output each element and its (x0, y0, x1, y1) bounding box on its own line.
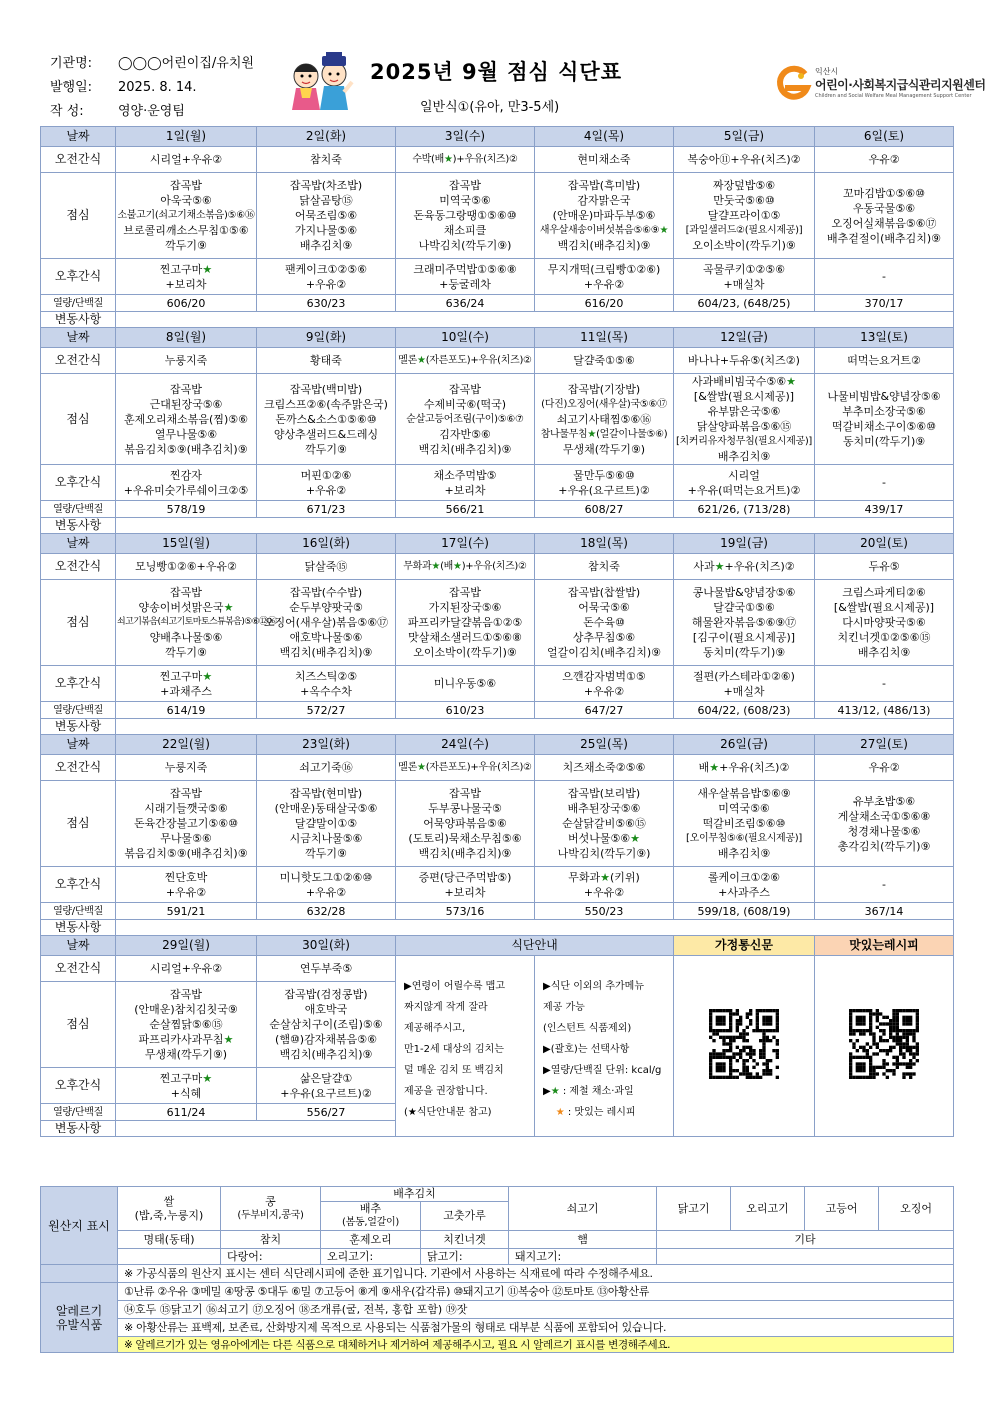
am-snack-cell: 우유② (815, 755, 954, 781)
day-header: 26일(금) (674, 735, 815, 755)
day-header: 13일(토) (815, 328, 954, 348)
date-value: 2025. 8. 14. (118, 80, 197, 95)
changes-label: 변동사항 (41, 1121, 116, 1137)
lunch-label: 점심 (41, 374, 116, 465)
lunch-cell: 잡곡밥(검정콩밥) 애호박국 순살삼치구이(조림)⑤⑥ (햄⑩)감자채볶음⑤⑥ 백김치(배추김치)⑨ (257, 982, 396, 1068)
day-header: 3일(수) (396, 127, 535, 147)
origin-beef: 쇠고기 (509, 1187, 657, 1231)
logo-icon (775, 64, 813, 102)
pm-snack-cell: 무화과★(키위) +우유② (535, 867, 674, 903)
am-snack-cell: 참치죽 (257, 147, 396, 173)
lunch-label: 점심 (41, 580, 116, 666)
pm-snack-cell: 절편(카스테라①②⑥) +매실차 (674, 666, 815, 702)
kcal-cell: 610/23 (396, 702, 535, 719)
lunch-cell: 크림스파게티②⑥ [&쌀밥(필요시제공)] 다시마양팟국⑤⑥ 치킨너겟①②⑤⑥⑮ 배추김치⑨ (815, 580, 954, 666)
lunch-cell: 잡곡밥(보리밥) 배추된장국⑤⑥ 순살닭갈비⑤⑥⑮ 버섯나물⑤⑥★ 나박김치(깍두기⑨) (535, 781, 674, 867)
mascot-icon (288, 52, 354, 114)
origin-nugget: 치킨너겟 (421, 1231, 509, 1249)
am-snack-cell: 누룽지죽 (116, 755, 257, 781)
pm-snack-cell: - (815, 867, 954, 903)
am-snack-cell: 연두부죽⑤ (257, 956, 396, 982)
pm-snack-cell: 미니우동⑤⑥ (396, 666, 535, 702)
day-header: 17일(수) (396, 534, 535, 554)
kcal-cell: 439/17 (815, 501, 954, 518)
changes-label: 변동사항 (41, 312, 116, 328)
am-snack-cell: 닭살죽⑮ (257, 554, 396, 580)
origin-note: ※ 가공식품의 원산지 표시는 센터 식단레시피에 준한 표기입니다. 기관에서 사용하는 식재료에 따라 수정해주세요. (118, 1265, 954, 1283)
lunch-cell: 잡곡밥 양송이버섯맑은국★ 쇠고기볶음(쇠고기토마토스튜볶음)⑤⑥⑫⑯ 양배추나물⑤⑥ 깍두기⑨ (116, 580, 257, 666)
kcal-cell: 616/20 (535, 295, 674, 312)
pm-snack-cell: 머핀①②⑥ +우유② (257, 465, 396, 501)
lunch-cell: 잡곡밥(찹쌀밥) 어묵국⑤⑥ 돈수육⑩ 상추무침⑤⑥ 얼갈이김치(배추김치)⑨ (535, 580, 674, 666)
pm-snack-cell: 치즈스틱②⑤ +옥수수차 (257, 666, 396, 702)
day-header: 9일(화) (257, 328, 396, 348)
kcal-cell: 608/27 (535, 501, 674, 518)
am-snack-label: 오전간식 (41, 755, 116, 781)
recipe-qr (815, 956, 954, 1137)
kcal-cell: 572/27 (257, 702, 396, 719)
am-snack-cell: 달걀죽①⑤⑥ (535, 348, 674, 374)
day-header: 5일(금) (674, 127, 815, 147)
day-header: 4일(목) (535, 127, 674, 147)
day-header: 18일(목) (535, 534, 674, 554)
author-label: 작 성: (50, 104, 84, 119)
lunch-label: 점심 (41, 781, 116, 867)
kcal-cell: 636/24 (396, 295, 535, 312)
origin-sub-pork: 돼지고기: (509, 1249, 657, 1265)
origin-sub-etc (657, 1249, 954, 1265)
lunch-cell: 잡곡밥(백미밥) 크림스프②⑥(속주맑은국) 돈까스&소스①⑤⑥⑩ 양상추샐러드&드레싱 깍두기⑨ (257, 374, 396, 465)
origin-squid: 오징어 (879, 1187, 954, 1231)
am-snack-cell: 멜론★(자른포도)+우유(치즈)② (396, 755, 535, 781)
kcal-cell: 647/27 (535, 702, 674, 719)
am-snack-cell: 모닝빵①②⑥+우유② (116, 554, 257, 580)
kcal-cell: 591/21 (116, 903, 257, 920)
origin-pepper: 고춧가루 (421, 1202, 509, 1231)
logo-english: Children and Social Welfare Meal Management Support Center (815, 93, 972, 99)
lunch-cell: 잡곡밥(차조밥) 닭살곰탕⑮ 어묵조림⑤⑥ 가지나물⑤⑥ 배추김치⑨ (257, 173, 396, 259)
lunch-label: 점심 (41, 982, 116, 1068)
lunch-cell: 잡곡밥 (안매운)참치김칫국⑨ 순살찜닭⑤⑥⑮ 파프리카사과무침★ 무생채(깍두기⑨) (116, 982, 257, 1068)
qr-code-icon (849, 1009, 919, 1079)
changes-label: 변동사항 (41, 920, 116, 936)
pm-snack-cell: 증편(당근주먹밥⑤) +보리차 (396, 867, 535, 903)
am-snack-cell: 치즈채소죽②⑤⑥ (535, 755, 674, 781)
pm-snack-cell: 롤케이크①②⑥ +사과주스 (674, 867, 815, 903)
pm-snack-cell: 찐단호박 +우유② (116, 867, 257, 903)
family-letter-qr (674, 956, 815, 1137)
origin-sub-chicken: 닭고기: (421, 1249, 509, 1265)
am-snack-cell: 무화과★(배★)+우유(치즈)② (396, 554, 535, 580)
kcal-label: 열량/단백질 (41, 1104, 116, 1121)
allergy-line-4: ※ 알레르기가 있는 영유아에게는 다른 식품으로 대체하거나 제거하여 제공해주시고, 필요 시 알레르기 표시를 변경해주세요. (118, 1337, 954, 1353)
kcal-label: 열량/단백질 (41, 295, 116, 312)
day-label: 날짜 (41, 534, 116, 554)
pm-snack-cell: 무지개떡(크림빵①②⑥) +우유② (535, 259, 674, 295)
pm-snack-cell: 찐감자 +우유미숫가루쉐이크②⑤ (116, 465, 257, 501)
origin-duck: 오리고기 (731, 1187, 805, 1231)
day-header: 6일(토) (815, 127, 954, 147)
changes-label: 변동사항 (41, 518, 116, 534)
am-snack-cell: 멜론★(자른포도)+우유(치즈)② (396, 348, 535, 374)
day-header: 29일(월) (116, 936, 257, 956)
changes-cell (116, 312, 954, 328)
pm-snack-cell: 크래미주먹밥①⑤⑥⑧ +둥굴레차 (396, 259, 535, 295)
day-header: 15일(월) (116, 534, 257, 554)
family-letter-title: 가정통신문 (674, 936, 815, 956)
issuer-info (50, 52, 254, 124)
origin-sub-tuna: 다랑어: (221, 1249, 321, 1265)
logo-name: 어린이·사회복지급식관리지원센터 (815, 78, 986, 92)
day-header: 25일(목) (535, 735, 674, 755)
lunch-cell: 잡곡밥(흑미밥) 감자맑은국 (안매운)마파두부⑤⑥ 새우살새송이버섯볶음⑤⑥⑨★ 백김치(배추김치)⑨ (535, 173, 674, 259)
am-snack-cell: 참치죽 (535, 554, 674, 580)
lunch-cell: 짜장덮밥⑤⑥ 만둣국⑤⑥⑩ 달걀프라이①⑤ [과일샐러드②(필요시제공)] 오이소박이(깍두기)⑨ (674, 173, 815, 259)
allergy-side-label: 알레르기 유발식품 (41, 1283, 118, 1353)
lunch-cell: 잡곡밥 근대된장국⑤⑥ 훈제오리채소볶음(찜)⑤⑥ 열무나물⑤⑥ 볶음김치⑤⑨(배추김치)⑨ (116, 374, 257, 465)
qr-code-icon (709, 1009, 779, 1079)
allergy-line-2: ⑭호두 ⑮닭고기 ⑯쇠고기 ⑰오징어 ⑱조개류(굴, 전복, 홍합 포함) ⑲잣 (118, 1301, 954, 1319)
origin-bean: 콩 (두부비지,콩국) (221, 1187, 321, 1231)
pm-snack-label: 오후간식 (41, 259, 116, 295)
day-header: 23일(화) (257, 735, 396, 755)
am-snack-label: 오전간식 (41, 147, 116, 173)
am-snack-cell: 두유⑤ (815, 554, 954, 580)
am-snack-cell: 누룽지죽 (116, 348, 257, 374)
origin-ham: 햄 (509, 1231, 657, 1249)
kcal-cell: 556/27 (257, 1104, 396, 1121)
pm-snack-label: 오후간식 (41, 666, 116, 702)
kcal-cell: 370/17 (815, 295, 954, 312)
logo-city: 익산시 (815, 67, 839, 76)
day-header: 27일(토) (815, 735, 954, 755)
day-header: 24일(수) (396, 735, 535, 755)
kcal-cell: 604/22, (608/23) (674, 702, 815, 719)
kcal-cell: 573/16 (396, 903, 535, 920)
page-subtitle: 일반식①(유아, 만3-5세) (420, 100, 560, 115)
recipe-title: 맛있는레시피 (815, 936, 954, 956)
origin-pollack: 명태(동태) (118, 1231, 221, 1249)
lunch-label: 점심 (41, 173, 116, 259)
kcal-cell: 630/23 (257, 295, 396, 312)
org-value: ◯◯◯어린이집/유치원 (118, 56, 254, 71)
page-title: 2025년 9월 점심 식단표 (370, 60, 622, 84)
lunch-cell: 사과배비빔국수⑤⑥★ [&쌀밥(필요시제공)] 유부맑은국⑤⑥ 닭살양파볶음⑤⑥⑮ [치커리유자청무침(필요시제공)] 배추김치⑨ (674, 374, 815, 465)
am-snack-cell: 우유② (815, 147, 954, 173)
day-header: 11일(목) (535, 328, 674, 348)
kcal-cell: 550/23 (535, 903, 674, 920)
day-label: 날짜 (41, 328, 116, 348)
pm-snack-cell: 물만두⑤⑥⑩ +우유(요구르트)② (535, 465, 674, 501)
origin-mackerel: 고등어 (805, 1187, 879, 1231)
day-label: 날짜 (41, 936, 116, 956)
day-header: 8일(월) (116, 328, 257, 348)
lunch-cell: 잡곡밥 가지된장국⑤⑥ 파프리카달걀볶음①②⑤ 맛살채소샐러드①⑤⑥⑧ 오이소박이(깍두기)⑨ (396, 580, 535, 666)
origin-side-label: 원산지 표시 (41, 1187, 118, 1265)
am-snack-cell: 떠먹는요거트② (815, 348, 954, 374)
kcal-cell: 413/12, (486/13) (815, 702, 954, 719)
day-label: 날짜 (41, 735, 116, 755)
origin-tuna: 참치 (221, 1231, 321, 1249)
pm-snack-cell: 시리얼 +우유(떠먹는요거트)② (674, 465, 815, 501)
lunch-cell: 잡곡밥 시래기들깻국⑤⑥ 돈육간장불고기⑤⑥⑩ 무나물⑤⑥ 볶음김치⑤⑨(배추김치)⑨ (116, 781, 257, 867)
am-snack-label: 오전간식 (41, 554, 116, 580)
lunch-cell: 나물비빔밥&양념장⑤⑥ 부추미소장국⑤⑥ 떡갈비채소구이⑤⑥⑩ 동치미(깍두기)⑨ (815, 374, 954, 465)
org-label: 기관명: (50, 56, 93, 71)
day-header: 16일(화) (257, 534, 396, 554)
allergy-line-1: ①난류 ②우유 ③메밀 ④땅콩 ⑤대두 ⑥밀 ⑦고등어 ⑧게 ⑨새우(갑각류) ⑩돼지고기 ⑪복숭아 ⑫토마토 ⑬아황산류 (118, 1283, 954, 1301)
am-snack-cell: 시리얼+우유② (116, 956, 257, 982)
pm-snack-cell: 삶은달걀① +우유(요구르트)② (257, 1068, 396, 1104)
pm-snack-cell: 찐고구마★ +식혜 (116, 1068, 257, 1104)
changes-label: 변동사항 (41, 719, 116, 735)
day-header: 30일(화) (257, 936, 396, 956)
am-snack-cell: 바나나+두유⑤(치즈②) (674, 348, 815, 374)
kcal-label: 열량/단백질 (41, 501, 116, 518)
kcal-cell: 578/19 (116, 501, 257, 518)
kcal-cell: 621/26, (713/28) (674, 501, 815, 518)
changes-cell (116, 719, 954, 735)
kcal-cell: 599/18, (608/19) (674, 903, 815, 920)
lunch-cell: 잡곡밥 미역국⑤⑥ 돈육동그랑땡①⑤⑥⑩ 채소피클 나박김치(깍두기⑨) (396, 173, 535, 259)
pm-snack-cell: - (815, 666, 954, 702)
lunch-cell: 새우살볶음밥⑤⑥⑨ 미역국⑤⑥ 떡갈비조림⑤⑥⑩ [오이무침⑤⑥(필요시제공)] 배추김치⑨ (674, 781, 815, 867)
am-snack-cell: 복숭아⑪+우유(치즈)② (674, 147, 815, 173)
am-snack-label: 오전간식 (41, 956, 116, 982)
am-snack-label: 오전간식 (41, 348, 116, 374)
lunch-cell: 꼬마김밥①⑤⑥⑩ 우동국물⑤⑥ 오징어실채볶음⑤⑥⑰ 배추겉절이(배추김치)⑨ (815, 173, 954, 259)
author-value: 영양·운영팀 (118, 104, 185, 119)
pm-snack-cell: 미니핫도그①②⑥⑩ +우유② (257, 867, 396, 903)
origin-cabbage: 배추 (봄동,얼갈이) (321, 1202, 421, 1231)
changes-cell (116, 920, 954, 936)
lunch-cell: 잡곡밥 두부콩나물국⑤ 어묵양파볶음⑤⑥ (도토리)묵채소무침⑤⑥ 백김치(배추김치)⑨ (396, 781, 535, 867)
origin-table (40, 1186, 954, 1353)
day-header: 10일(수) (396, 328, 535, 348)
day-header: 1일(월) (116, 127, 257, 147)
am-snack-cell: 시리얼+우유② (116, 147, 257, 173)
am-snack-cell: 사과★+우유(치즈)② (674, 554, 815, 580)
lunch-cell: 잡곡밥(기장밥) (다진)오징어(새우살)국⑤⑥⑰ 쇠고기사태찜⑤⑥⑯ 참나물무침★(얼갈이나물⑤⑥) 무생채(깍두기⑨) (535, 374, 674, 465)
changes-cell (116, 518, 954, 534)
origin-chicken: 닭고기 (657, 1187, 731, 1231)
kcal-cell: 611/24 (116, 1104, 257, 1121)
pm-snack-label: 오후간식 (41, 1068, 116, 1104)
kcal-cell: 671/23 (257, 501, 396, 518)
am-snack-cell: 배★+우유(치즈)② (674, 755, 815, 781)
day-header: 12일(금) (674, 328, 815, 348)
pm-snack-cell: 으깬감자범벅①⑤ +우유② (535, 666, 674, 702)
kcal-cell: 566/21 (396, 501, 535, 518)
guide-right: ▶식단 이외의 추가메뉴 제공 가능 (인스턴트 식품제외) ▶(괄호)는 선택사항 ▶열량/단백질 단위: kcal/g ▶★ : 제철 채소·과일 ★ : 맛있는 레시피 (535, 956, 674, 1137)
pm-snack-cell: 찐고구마★ +보리차 (116, 259, 257, 295)
kcal-cell: 604/23, (648/25) (674, 295, 815, 312)
origin-rice: 쌀 (밥,죽,누룽지) (118, 1187, 221, 1231)
kcal-cell: 632/28 (257, 903, 396, 920)
pm-snack-cell: 곡물쿠키①②⑤⑥ +매실차 (674, 259, 815, 295)
lunch-cell: 콩나물밥&양념장⑤⑥ 달걀국①⑤⑥ 해물완자볶음⑤⑥⑨⑰ [김구이(필요시제공)] 동치미(깍두기)⑨ (674, 580, 815, 666)
lunch-cell: 잡곡밥(수수밥) 순두부양팟국⑤ 오징어(새우살)볶음⑤⑥⑰ 애호박나물⑤⑥ 백김치(배추김치)⑨ (257, 580, 396, 666)
origin-etc: 기타 (657, 1231, 954, 1249)
date-label: 발행일: (50, 80, 93, 95)
origin-smoked-duck: 훈제오리 (321, 1231, 421, 1249)
day-label: 날짜 (41, 127, 116, 147)
origin-sub-duck: 오리고기: (321, 1249, 421, 1265)
center-logo (775, 64, 986, 104)
kcal-cell: 606/20 (116, 295, 257, 312)
origin-sub-1 (118, 1249, 221, 1265)
page-header (40, 46, 986, 124)
origin-kimchi: 배추김치 (321, 1187, 509, 1202)
guide-title: 식단안내 (396, 936, 674, 956)
kcal-label: 열량/단백질 (41, 702, 116, 719)
kcal-cell: 367/14 (815, 903, 954, 920)
kcal-cell: 614/19 (116, 702, 257, 719)
am-snack-cell: 현미채소죽 (535, 147, 674, 173)
am-snack-cell: 쇠고기죽⑯ (257, 755, 396, 781)
day-header: 22일(월) (116, 735, 257, 755)
lunch-cell: 잡곡밥(현미밥) (안매운)동태살국⑤⑥ 달걀말이①⑤ 시금치나물⑤⑥ 깍두기⑨ (257, 781, 396, 867)
pm-snack-cell: 찐고구마★ +과채주스 (116, 666, 257, 702)
day-header: 2일(화) (257, 127, 396, 147)
changes-cell (116, 1121, 396, 1137)
pm-snack-cell: 채소주먹밥⑤ +보리차 (396, 465, 535, 501)
pm-snack-cell: - (815, 259, 954, 295)
lunch-cell: 유부초밥⑤⑥ 게살채소국①⑤⑥⑧ 청경채나물⑤⑥ 총각김치(깍두기)⑨ (815, 781, 954, 867)
pm-snack-cell: - (815, 465, 954, 501)
pm-snack-label: 오후간식 (41, 465, 116, 501)
am-snack-cell: 수박(배★)+우유(치즈)② (396, 147, 535, 173)
lunch-cell: 잡곡밥 수제비국⑥(떡국) 순살고등어조림(구이)⑤⑥⑦ 김자반⑤⑥ 백김치(배추김치)⑨ (396, 374, 535, 465)
allergy-line-3: ※ 아황산류는 표백제, 보존료, 산화방지제 목적으로 사용되는 식품첨가물의 형태로 대부분 식품에 포함되어 있습니다. (118, 1319, 954, 1337)
am-snack-cell: 황태죽 (257, 348, 396, 374)
pm-snack-label: 오후간식 (41, 867, 116, 903)
menu-table (40, 126, 954, 1137)
guide-left: ▶연령이 어릴수록 맵고 짜지않게 작게 잘라 제공해주시고, 만1-2세 대상의 김치는 덜 매운 김치 또 백김치 제공을 권장합니다. (★식단안내문 참고) (396, 956, 535, 1137)
day-header: 20일(토) (815, 534, 954, 554)
lunch-cell: 잡곡밥 아욱국⑤⑥ 소불고기(쇠고기채소볶음)⑤⑥⑯ 브로콜리깨소스무침①⑤⑥ 깍두기⑨ (116, 173, 257, 259)
pm-snack-cell: 팬케이크①②⑤⑥ +우유② (257, 259, 396, 295)
kcal-label: 열량/단백질 (41, 903, 116, 920)
day-header: 19일(금) (674, 534, 815, 554)
